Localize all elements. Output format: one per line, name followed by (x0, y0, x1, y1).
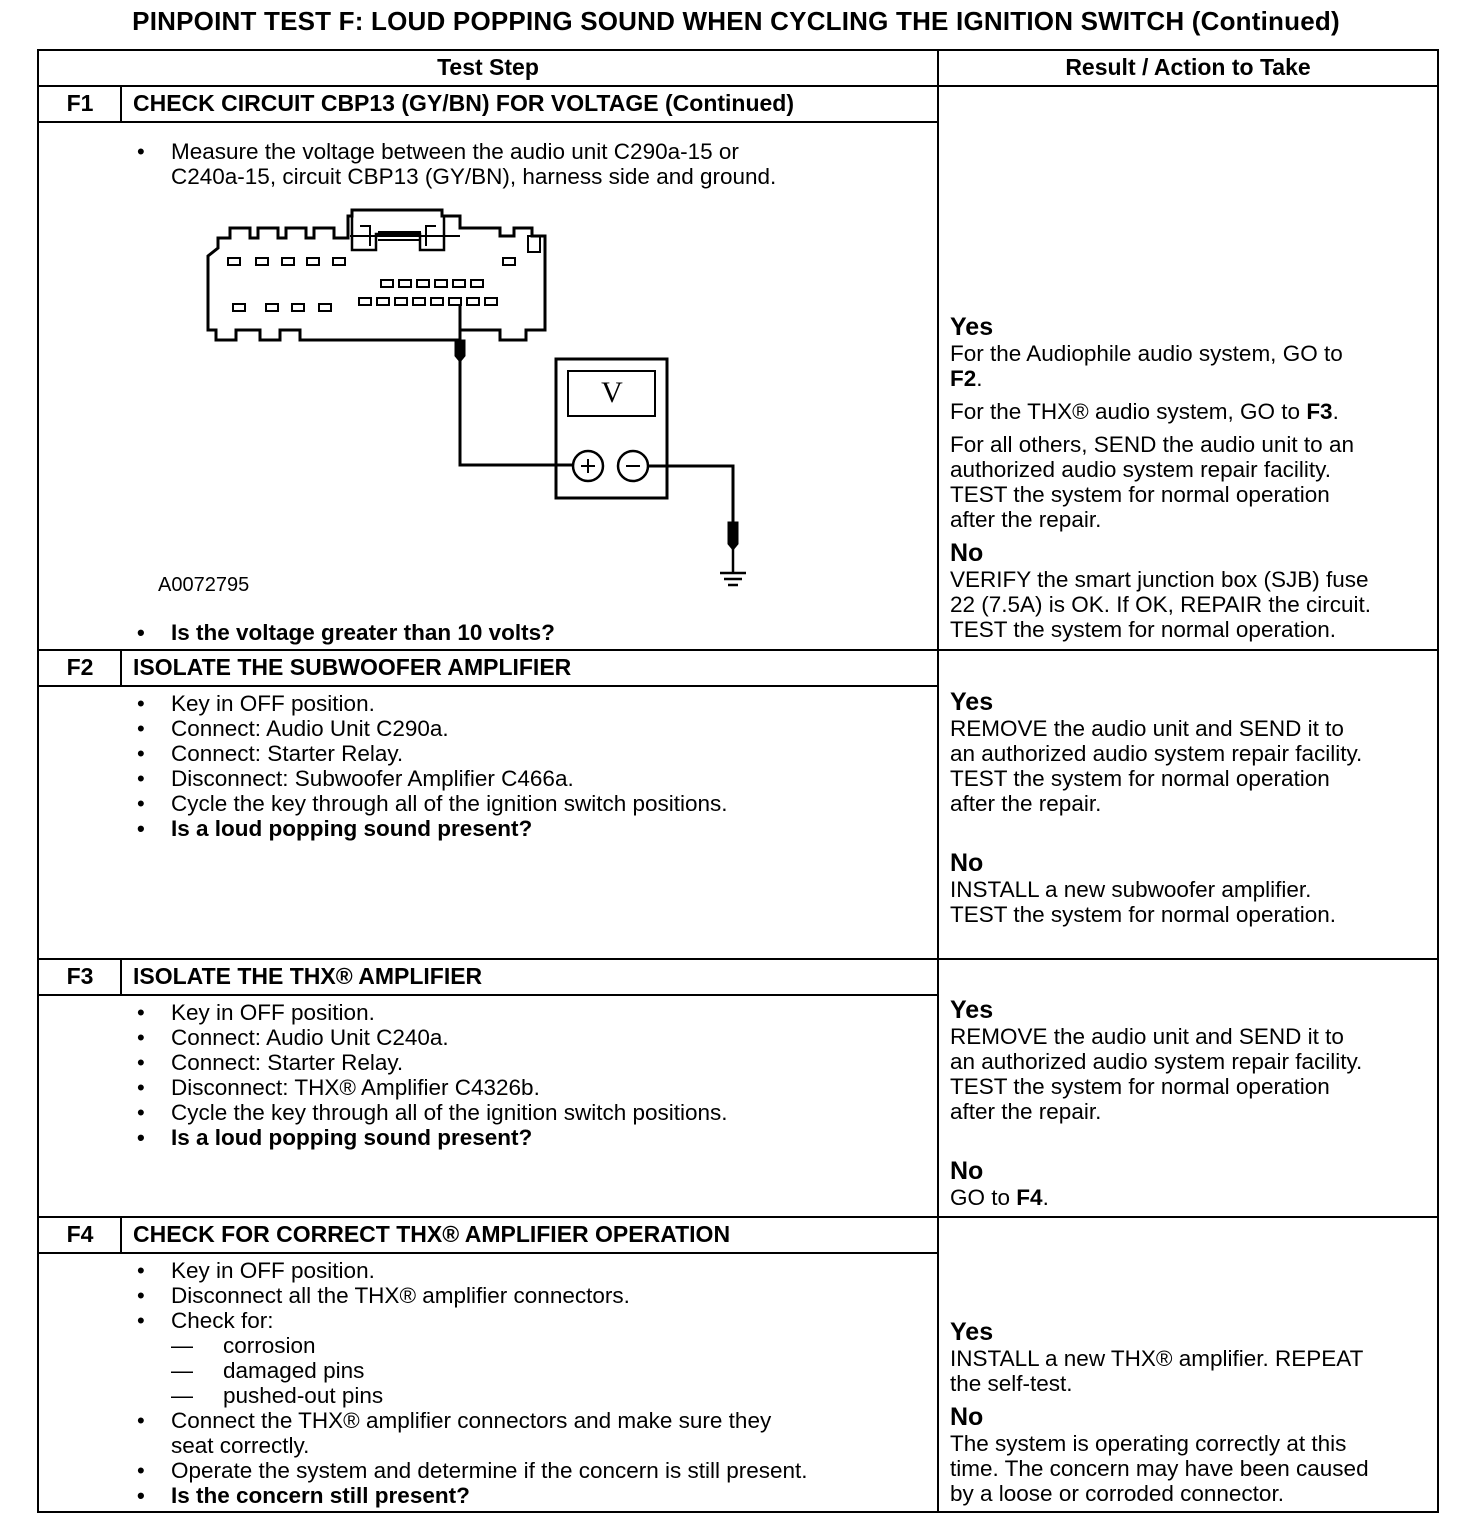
f2-yes: Yes REMOVE the audio unit and SEND it to an authorized audio system repair facility. TEST the system for normal operation after the repair. (950, 689, 1435, 816)
step-id-f3: F3 (66, 963, 94, 989)
list-item: • Operate the system and determine if the concern is still present. (133, 1458, 923, 1483)
list-item: • Check for: (133, 1308, 923, 1333)
f1-instructions (133, 139, 923, 189)
list-item: • Disconnect: THX® Amplifier C4326b. (133, 1075, 923, 1100)
yes-label: Yes (950, 1318, 994, 1346)
list-item: • Cycle the key through all of the ignition switch positions. (133, 1100, 923, 1125)
figure-id: A0072795 (158, 574, 250, 596)
list-item: • Key in OFF position. (133, 1000, 923, 1025)
list-sub-item: — damaged pins (133, 1358, 923, 1383)
list-item: • Connect the THX® amplifier connectors and make sure they seat correctly. (133, 1408, 923, 1458)
list-item: • Connect: Starter Relay. (133, 741, 923, 766)
list-item: • Key in OFF position. (133, 691, 923, 716)
f2-no: No INSTALL a new subwoofer amplifier. TEST the system for normal operation. (950, 850, 1435, 927)
no-label: No (950, 1157, 984, 1185)
list-item: • Connect: Audio Unit C290a. (133, 716, 923, 741)
list-item: • Connect: Starter Relay. (133, 1050, 923, 1075)
header-result: Result / Action to Take (1065, 54, 1311, 80)
question: • Is the concern still present? (133, 1483, 923, 1508)
list-item: • Disconnect all the THX® amplifier connectors. (133, 1283, 923, 1308)
no-label: No (950, 1403, 984, 1431)
f3-yes: Yes REMOVE the audio unit and SEND it to an authorized audio system repair facility. TEST the system for normal operation after the repair. (950, 997, 1435, 1124)
f3-instructions (133, 1000, 923, 1150)
list-sub-item: — pushed-out pins (133, 1383, 923, 1408)
f4-instructions (133, 1258, 923, 1508)
no-label: No (950, 539, 984, 567)
step-title-f3: ISOLATE THE THX® AMPLIFIER (133, 963, 483, 989)
step-id-f2: F2 (66, 654, 94, 680)
list-item: • Cycle the key through all of the ignition switch positions. (133, 791, 923, 816)
question: • Is the voltage greater than 10 volts? (133, 620, 923, 645)
f1-result: Yes For the Audiophile audio system, GO to F2. For the THX® audio system, GO to F3. For all others, SEND the audio unit to an authorized audio system repair facility. TEST the system for normal operation after the repair. No VERIFY the smart junction box (SJB) fuse 22 (7.5A) is OK. If OK, REPAIR the circuit. TEST the system for normal operation. (950, 314, 1435, 642)
connector-voltmeter-diagram (190, 200, 770, 600)
step-title-f1: CHECK CIRCUIT CBP13 (GY/BN) FOR VOLTAGE (Continued) (133, 90, 795, 116)
step-title-f2: ISOLATE THE SUBWOOFER AMPLIFIER (133, 654, 572, 680)
f2-instructions (133, 691, 923, 841)
list-item: • Key in OFF position. (133, 1258, 923, 1283)
f4-result: Yes INSTALL a new THX® amplifier. REPEAT the self-test. No The system is operating correctly at this time. The concern may have been caused by a loose or corroded connector. (950, 1319, 1435, 1506)
f3-no: No GO to F4. (950, 1158, 1435, 1210)
list-item: • Disconnect: Subwoofer Amplifier C466a. (133, 766, 923, 791)
step-title-f4: CHECK FOR CORRECT THX® AMPLIFIER OPERATION (133, 1221, 731, 1247)
no-label: No (950, 849, 984, 877)
yes-label: Yes (950, 313, 994, 341)
list-item: • Measure the voltage between the audio unit C290a-15 or C240a-15, circuit CBP13 (GY/BN), harness side and ground. (133, 139, 923, 189)
step-id-f4: F4 (66, 1221, 94, 1247)
header-test-step: Test Step (437, 54, 539, 80)
step-id-f1: F1 (66, 90, 94, 116)
f1-question (133, 620, 923, 645)
list-sub-item: — corrosion (133, 1333, 923, 1358)
page-title: PINPOINT TEST F: LOUD POPPING SOUND WHEN CYCLING THE IGNITION SWITCH (Continued) (132, 6, 1340, 36)
yes-label: Yes (950, 688, 994, 716)
question: • Is a loud popping sound present? (133, 816, 923, 841)
yes-label: Yes (950, 996, 994, 1024)
list-item: • Connect: Audio Unit C240a. (133, 1025, 923, 1050)
question: • Is a loud popping sound present? (133, 1125, 923, 1150)
meter-symbol: V (601, 376, 623, 409)
